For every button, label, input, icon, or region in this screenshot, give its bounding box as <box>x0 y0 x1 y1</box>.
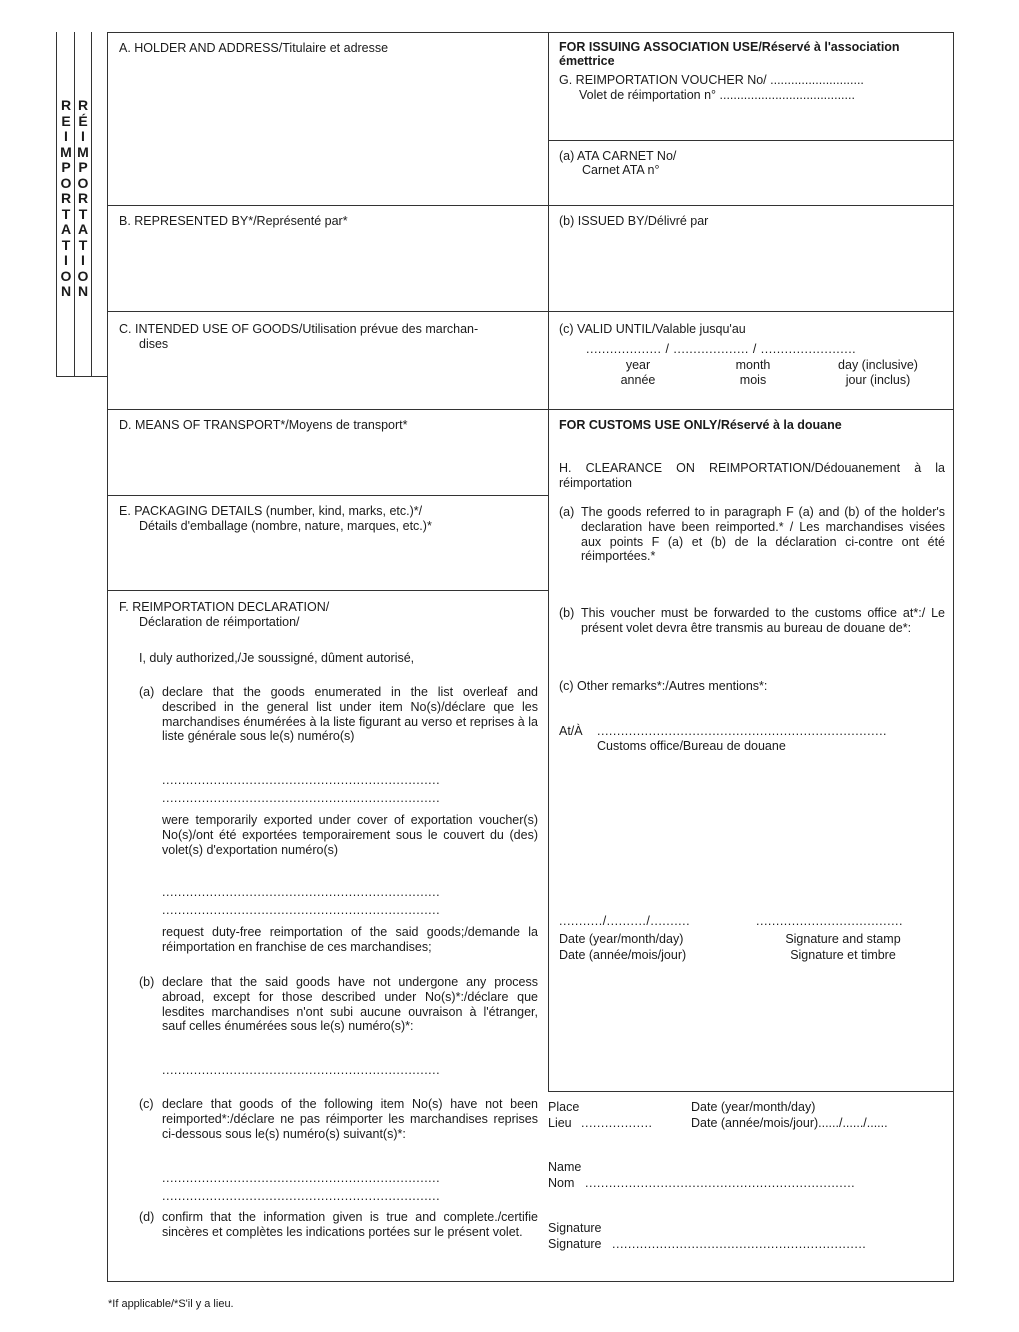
section-d-label: D. MEANS OF TRANSPORT*/Moyens de transport* <box>119 418 408 432</box>
side-tab-letter: R <box>60 190 72 206</box>
customs-use-title: FOR CUSTOMS USE ONLY/Réservé à la douane <box>559 418 842 432</box>
at-label: At/À <box>559 724 583 738</box>
name-field[interactable]: .................................................................... <box>585 1176 856 1190</box>
item-b-dots[interactable]: ...................................................................... <box>162 1063 441 1077</box>
reimportation-voucher-form <box>107 32 954 1282</box>
day-label-fr: jour (inclus) <box>845 373 911 387</box>
side-tab-letter: R <box>77 190 89 206</box>
other-remarks-label: (c) Other remarks*:/Autres mentions*: <box>559 679 768 693</box>
customs-office-field[interactable]: ......................................................................... <box>597 724 888 738</box>
voucher-number-field-fr: Volet de réimportation n° ....................................... <box>579 88 855 102</box>
footnote: *If applicable/*S'il y a lieu. <box>108 1298 234 1310</box>
name-label-fr: Nom <box>548 1176 575 1190</box>
item-b-text: declare that the said goods have not undergone any process abroad, except for those described under No(s)*:/déclare que lesdites marchandises n'ont subi aucune ouvraison à l'étranger, sauf celles énumérées sous le(s) numéro(s)*: <box>162 975 538 1034</box>
signature-field[interactable]: ................................................................ <box>612 1237 867 1251</box>
side-tab-letter: O <box>77 174 89 191</box>
item-c-dots-1[interactable]: ...................................................................... <box>162 1171 441 1185</box>
signature-stamp-label: Signature and stamp <box>785 932 901 946</box>
packaging-details-field[interactable] <box>118 537 538 587</box>
side-tab-letter: T <box>61 236 71 253</box>
item-a-dots-1[interactable]: ...................................................................... <box>162 773 441 787</box>
item-a-text: declare that the goods enumerated in the list overleaf and described in the general list under item No(s)/déclare que les marchandises énumérées à la liste figurant au verso et reprises à la liste générale sous le(s) numéro(s) <box>162 685 538 744</box>
section-f-label: F. REIMPORTATION DECLARATION/ <box>119 600 330 614</box>
name-label: Name <box>548 1160 582 1174</box>
issued-by-label: (b) ISSUED BY/Délivré par <box>559 214 709 228</box>
ata-carnet-label-fr: Carnet ATA n° <box>582 163 660 177</box>
holder-date-label: Date (year/month/day) <box>691 1100 816 1114</box>
valid-until-field[interactable]: ................... / ................... / ........................ <box>586 342 857 356</box>
clearance-b-text: This voucher must be forwarded to the customs office at*:/ Le présent volet devra être transmis au bureau de douane de*: <box>581 606 945 635</box>
clearance-b-marker: (b) <box>559 606 575 620</box>
section-c-label: C. INTENDED USE OF GOODS/Utilisation prévue des marchan- <box>119 322 479 336</box>
side-tab-letter: I <box>64 128 68 144</box>
side-tab-letter: R <box>60 97 72 113</box>
clearance-label: H. CLEARANCE ON REIMPORTATION/Dédouanement à la réimportation <box>559 461 945 490</box>
section-e-label: E. PACKAGING DETAILS (number, kind, marks, etc.)*/ <box>119 504 423 518</box>
section-e-label-fr: Détails d'emballage (nombre, nature, marques, etc.)* <box>139 519 432 533</box>
day-label: day (inclusive) <box>838 358 918 372</box>
section-a-label: A. HOLDER AND ADDRESS/Titulaire et adresse <box>119 41 389 55</box>
side-tab-letter: O <box>60 267 72 284</box>
item-d-text: confirm that the information given is true and complete./certifie sincères et complètes les indications portées sur le présent volet. <box>162 1210 538 1239</box>
item-a-text-3: request duty-free reimportation of the said goods;/demande la réimportation en franchise de ces marchandises; <box>162 925 538 954</box>
place-label: Place <box>548 1100 580 1114</box>
item-c-text: declare that goods of the following item No(s) have not been reimported*:/déclare ne pas réimporter les marchandises reprises ci-dessous sous le(s) numéro(s) suivant(s)*: <box>162 1097 538 1141</box>
ata-carnet-label: (a) ATA CARNET No/ <box>559 149 677 163</box>
side-tab-french <box>75 98 91 300</box>
side-tab-letter: O <box>77 267 89 284</box>
customs-date-label: Date (year/month/day) <box>559 932 684 946</box>
means-of-transport-field[interactable] <box>118 437 538 491</box>
section-f-label-fr: Déclaration de réimportation/ <box>139 615 300 629</box>
side-tab-letter: N <box>60 283 72 299</box>
side-tab-letter: P <box>78 159 88 175</box>
side-tab-reimportation <box>56 32 108 377</box>
side-tab-letter: E <box>61 112 71 129</box>
holder-address-field[interactable] <box>118 61 538 201</box>
side-tab-letter: É <box>78 112 88 129</box>
side-tab-letter: I <box>81 128 85 144</box>
customs-signature-field[interactable]: ..................................... <box>756 914 903 928</box>
clearance-a-marker: (a) <box>559 505 575 519</box>
section-c-label-cont: dises <box>139 337 169 351</box>
issued-by-field[interactable] <box>558 233 948 305</box>
assoc-use-title-cont: émettrice <box>559 54 615 68</box>
year-label-fr: année <box>620 373 656 387</box>
side-tab-letter: P <box>61 159 71 175</box>
side-tab-letter: M <box>60 143 72 160</box>
year-label: year <box>625 358 651 372</box>
side-tab-letter: T <box>61 205 71 222</box>
holder-date-field[interactable]: Date (année/mois/jour)....../....../...... <box>691 1116 888 1130</box>
side-tab-letter: M <box>77 143 89 160</box>
represented-by-field[interactable] <box>118 233 538 305</box>
other-remarks-field[interactable] <box>558 695 948 721</box>
side-tab-english <box>58 98 74 300</box>
customs-date-label-fr: Date (année/mois/jour) <box>559 948 687 962</box>
item-a-dots-2[interactable]: ...................................................................... <box>162 791 441 805</box>
signature-stamp-label-fr: Signature et timbre <box>790 948 896 962</box>
month-label-fr: mois <box>739 373 767 387</box>
side-tab-letter: R <box>77 97 89 113</box>
side-tab-letter: T <box>78 236 88 253</box>
ata-carnet-field[interactable] <box>558 179 948 201</box>
item-c-marker: (c) <box>139 1097 154 1111</box>
item-a-dots-4[interactable]: ...................................................................... <box>162 903 441 917</box>
place-label-fr: Lieu <box>548 1116 572 1130</box>
item-a-marker: (a) <box>139 685 155 699</box>
assoc-use-title: FOR ISSUING ASSOCIATION USE/Réservé à l'association <box>559 40 900 54</box>
side-tab-letter: O <box>60 174 72 191</box>
signature-label-fr: Signature <box>548 1237 602 1251</box>
side-tab-letter: A <box>60 221 72 237</box>
clearance-a-text: The goods referred to in paragraph F (a) and (b) of the holder's declaration have been reimported.* / Les marchandises visées aux points F (a) et (b) de la déclaration ci-contre ont été réimportées.* <box>581 505 945 564</box>
intended-use-field[interactable] <box>118 355 538 405</box>
month-label: month <box>735 358 771 372</box>
item-c-dots-2[interactable]: ...................................................................... <box>162 1189 441 1203</box>
declaration-intro: I, duly authorized,/Je soussigné, dûment autorisé, <box>139 651 415 665</box>
item-a-dots-3[interactable]: ...................................................................... <box>162 885 441 899</box>
customs-date-field[interactable]: .........../........../.......... <box>559 914 691 928</box>
side-tab-letter: A <box>77 221 89 237</box>
side-tab-letter: I <box>81 252 85 268</box>
section-b-label: B. REPRESENTED BY*/Représenté par* <box>119 214 348 228</box>
customs-office-label: Customs office/Bureau de douane <box>597 739 786 753</box>
voucher-number-field[interactable]: G. REIMPORTATION VOUCHER No/ ........................... <box>559 73 864 87</box>
item-b-marker: (b) <box>139 975 155 989</box>
valid-until-label: (c) VALID UNTIL/Valable jusqu'au <box>559 322 746 336</box>
place-field[interactable]: .................. <box>581 1116 653 1130</box>
item-d-marker: (d) <box>139 1210 155 1224</box>
side-tab-letter: I <box>64 252 68 268</box>
side-tab-letter: N <box>77 283 89 299</box>
side-tab-letter: T <box>78 205 88 222</box>
item-a-text-2: were temporarily exported under cover of exportation voucher(s) No(s)/ont été exportées temporairement sous le couvert du (des) volet(s) d'exportation numéro(s) <box>162 813 538 857</box>
signature-label: Signature <box>548 1221 602 1235</box>
